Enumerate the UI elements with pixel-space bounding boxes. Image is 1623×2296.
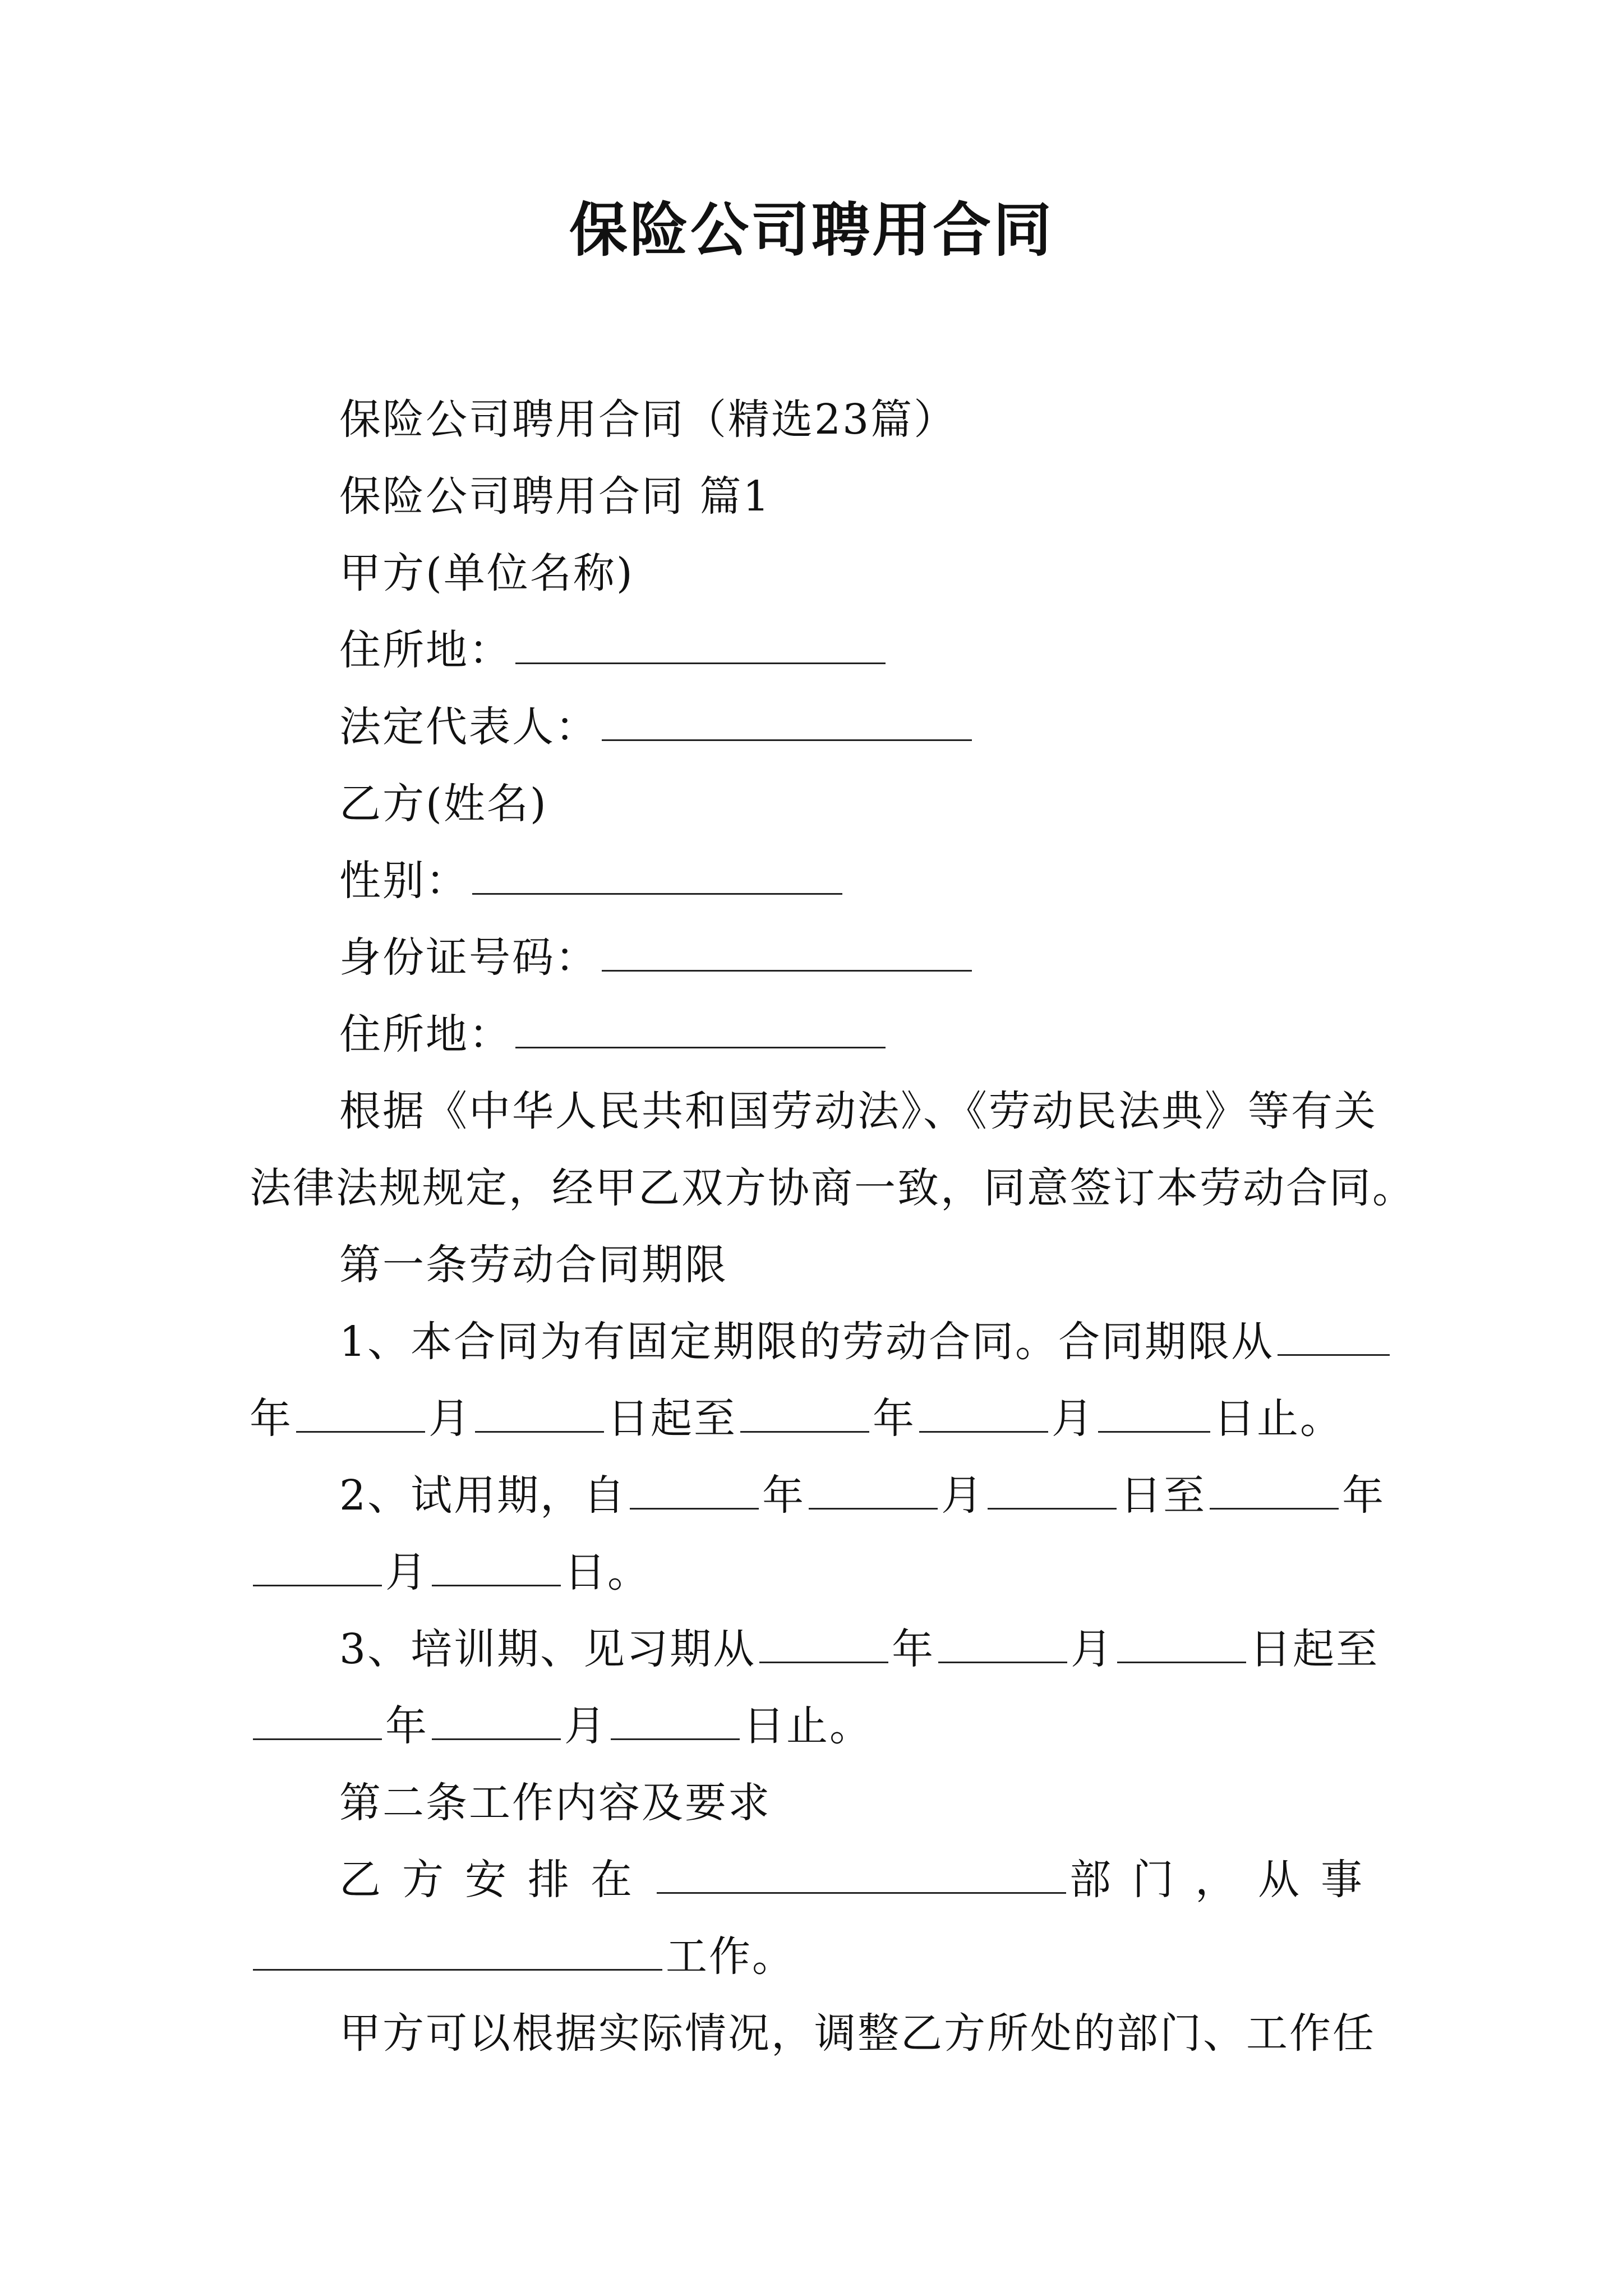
- article-2-text-c: 工作。: [666, 1932, 795, 1981]
- article-1-item-3-text: 3、培训期、见习期从: [339, 1625, 757, 1673]
- article-2-text-a: 乙方安排在: [339, 1856, 653, 1904]
- date-blank: [1278, 1320, 1390, 1356]
- preamble-line-1: 根据《中华人民共和国劳动法》、《劳动民法典》等有关: [339, 1087, 1377, 1135]
- date-blank: [809, 1474, 938, 1510]
- gender-label: 性别：: [339, 857, 469, 905]
- date-blank: [1210, 1474, 1339, 1510]
- date-blank: [919, 1397, 1048, 1433]
- day-end-label: 日。: [564, 1548, 651, 1596]
- date-blank: [475, 1397, 604, 1433]
- year-label: 年: [892, 1625, 935, 1673]
- party-a: 甲方(单位名称): [339, 549, 634, 597]
- month-label: 月: [941, 1471, 985, 1520]
- article-1-title: 第一条劳动合同期限: [339, 1241, 728, 1289]
- year-label: 年: [385, 1702, 428, 1750]
- article-1-item-3-line-2: [250, 1688, 1388, 1765]
- month-label: 月: [428, 1395, 472, 1443]
- day-from-label: 日起至: [1249, 1625, 1380, 1673]
- year-label: 年: [762, 1471, 806, 1520]
- preamble-line-2: 法律法规规定，经甲乙双方协商一致，同意签订本劳动合同。: [250, 1164, 1415, 1212]
- article-1-item-1-line-2: [250, 1381, 1388, 1457]
- id-blank: [602, 936, 972, 972]
- job-blank: [253, 1935, 662, 1971]
- article-2-text-b: 部门，从事: [1069, 1856, 1384, 1904]
- article-2-title: 第二条工作内容及要求: [339, 1779, 771, 1827]
- article-2-para-1-line-2: [250, 1918, 1388, 1995]
- party-a-address-line: [250, 612, 1388, 689]
- date-blank: [432, 1705, 561, 1740]
- party-b-address-label: 住所地：: [339, 1010, 512, 1059]
- date-blank: [938, 1628, 1067, 1663]
- article-1-item-2-text: 2、试用期，自: [339, 1471, 627, 1520]
- date-blank: [611, 1705, 740, 1740]
- date-blank: [253, 1705, 382, 1740]
- year-label: 年: [873, 1395, 916, 1443]
- date-blank: [432, 1551, 561, 1586]
- date-blank: [740, 1397, 869, 1433]
- legal-rep-blank: [602, 706, 972, 741]
- article-1-item-2-line-1: [250, 1457, 1388, 1534]
- date-blank: [1117, 1628, 1246, 1663]
- chapter-heading: 保险公司聘用合同 篇1: [339, 472, 771, 521]
- year-label: 年: [250, 1395, 293, 1443]
- day-end-label: 日止。: [1214, 1395, 1343, 1443]
- article-1-item-1-line-1: [250, 1304, 1388, 1381]
- document-body: [250, 381, 1415, 2072]
- date-blank: [988, 1474, 1117, 1510]
- month-label: 月: [564, 1702, 607, 1750]
- month-label: 月: [1052, 1395, 1095, 1443]
- article-1-item-3-line-1: [250, 1611, 1388, 1688]
- legal-rep-line: [250, 689, 1388, 766]
- article-2-para-2: 甲方可以根据实际情况，调整乙方所处的部门、工作任: [339, 2009, 1376, 2058]
- year-label: 年: [1342, 1471, 1386, 1520]
- gender-blank: [472, 859, 842, 895]
- document-title: 保险公司聘用合同: [569, 196, 1054, 264]
- subtitle: 保险公司聘用合同（精选23篇）: [339, 395, 957, 444]
- date-blank: [630, 1474, 759, 1510]
- day-from-label: 日起至: [607, 1395, 737, 1443]
- date-blank: [759, 1628, 888, 1663]
- party-a-address-label: 住所地：: [339, 626, 512, 674]
- article-1-item-1-text: 1、本合同为有固定期限的劳动合同。合同期限从: [339, 1318, 1275, 1366]
- month-label: 月: [1071, 1625, 1114, 1673]
- id-line: [250, 919, 1388, 996]
- day-end-label: 日止。: [743, 1702, 873, 1750]
- date-blank: [1098, 1397, 1210, 1433]
- article-1-item-2-line-2: [250, 1534, 1388, 1611]
- id-label: 身份证号码：: [339, 933, 598, 982]
- date-blank: [296, 1397, 425, 1433]
- department-blank: [657, 1858, 1066, 1894]
- legal-rep-label: 法定代表人：: [339, 703, 598, 751]
- party-b-address-blank: [515, 1013, 886, 1048]
- day-to-label: 日至: [1120, 1471, 1207, 1520]
- article-2-para-1-line-1: [250, 1842, 1388, 1918]
- party-b: 乙方(姓名): [339, 780, 548, 828]
- date-blank: [253, 1551, 382, 1586]
- party-a-address-blank: [515, 629, 886, 664]
- gender-line: [250, 843, 1388, 919]
- party-b-address-line: [250, 996, 1388, 1073]
- month-label: 月: [385, 1548, 428, 1596]
